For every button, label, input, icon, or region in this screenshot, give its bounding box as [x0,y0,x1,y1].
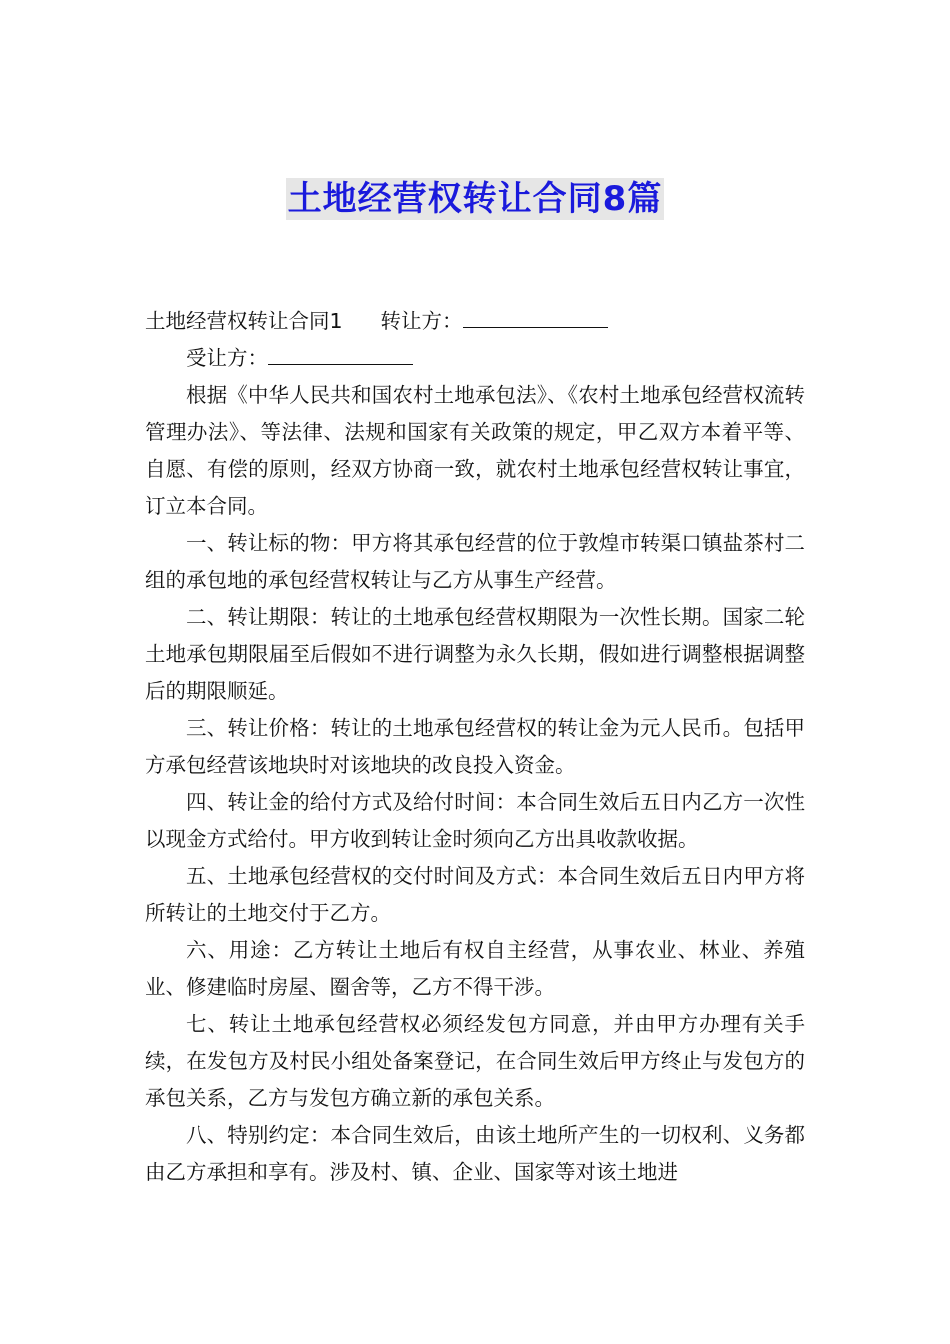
document-body [145,303,805,1191]
paragraph-intro: 根据《中华人民共和国农村土地承包法》、《农村土地承包经营权流转管理办法》、等法律、法规和国家有关政策的规定，甲乙双方本着平等、自愿、有偿的原则，经双方协商一致，就农村土地承包经营权转让事宜，订立本合同。 [145,383,805,518]
transferee-line [145,340,805,377]
paragraph-clause-4: 四、转让金的给付方式及给付时间：本合同生效后五日内乙方一次性以现金方式给付。甲方收到转让金时须向乙方出具收款收据。 [145,790,805,851]
paragraph-clause-5: 五、土地承包经营权的交付时间及方式：本合同生效后五日内甲方将所转让的土地交付于乙方。 [145,864,805,925]
contract-number: 土地经营权转让合同1 [145,309,343,333]
transferor-label: 转让方： [380,309,463,333]
paragraph-clause-2: 二、转让期限：转让的土地承包经营权期限为一次性长期。国家二轮土地承包期限届至后假如不进行调整为永久长期，假如进行调整根据调整后的期限顺延。 [145,605,805,703]
document-title: 土地经营权转让合同8篇 [287,179,663,219]
title-area [0,178,950,220]
paragraph-clause-1: 一、转让标的物：甲方将其承包经营的位于敦煌市转渠口镇盐茶村二组的承包地的承包经营权转让与乙方从事生产经营。 [145,531,805,592]
paragraph-clause-6: 六、用途：乙方转让土地后有权自主经营，从事农业、林业、养殖业、修建临时房屋、圈舍等，乙方不得干涉。 [145,938,805,999]
contract-heading-line [145,303,805,340]
paragraph-clause-3: 三、转让价格：转让的土地承包经营权的转让金为元人民币。包括甲方承包经营该地块时对该地块的改良投入资金。 [145,716,805,777]
paragraph-clause-7: 七、转让土地承包经营权必须经发包方同意，并由甲方办理有关手续，在发包方及村民小组处备案登记，在合同生效后甲方终止与发包方的承包关系，乙方与发包方确立新的承包关系。 [145,1012,805,1110]
transferee-blank [268,342,413,365]
paragraph-clause-8: 八、特别约定：本合同生效后，由该土地所产生的一切权利、义务都由乙方承担和享有。涉及村、镇、企业、国家等对该土地进 [145,1123,805,1184]
transferee-label: 受让方： [186,346,268,370]
transferor-blank [463,305,608,328]
